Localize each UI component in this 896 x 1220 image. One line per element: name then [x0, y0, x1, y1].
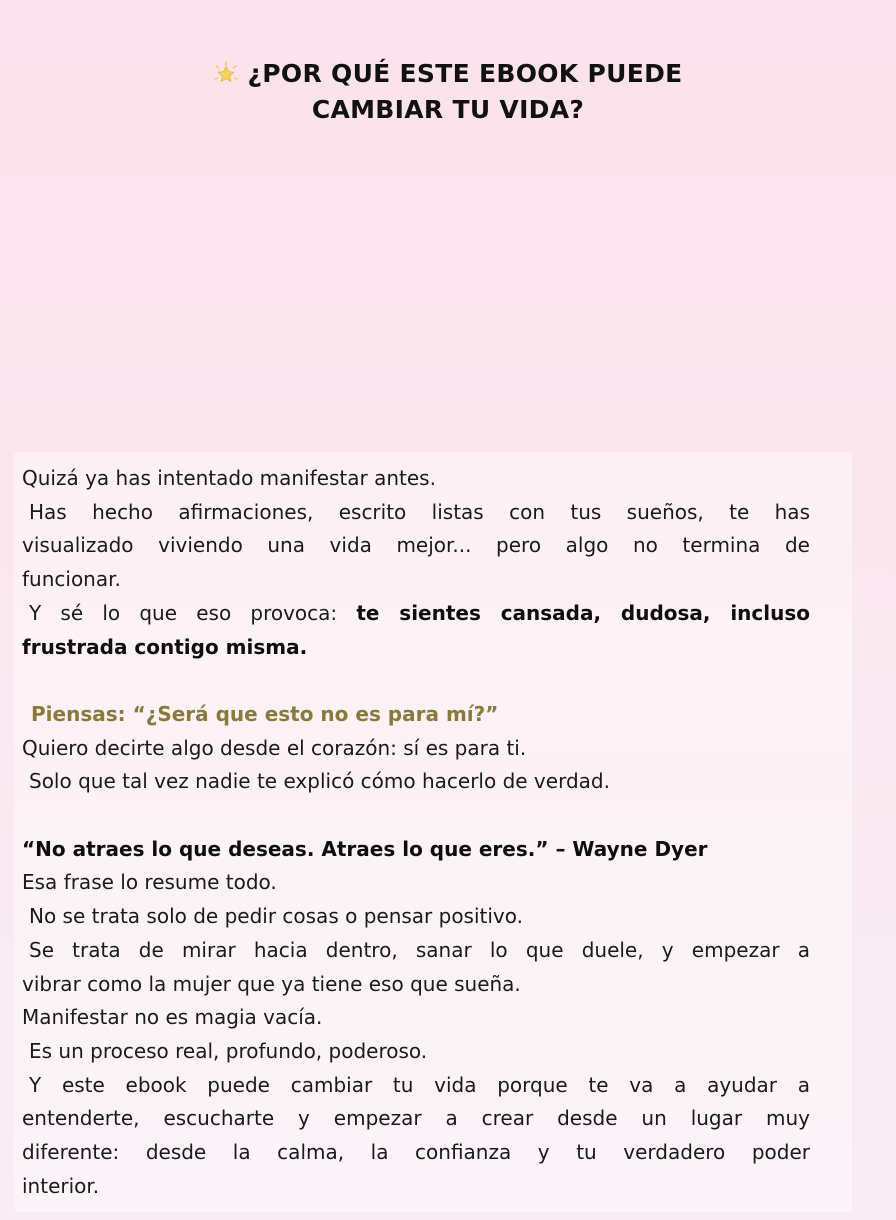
title-line-2: CAMBIAR TU VIDA? [311, 95, 585, 124]
paragraph-line: Es un proceso real, profundo, poderoso. [29, 1038, 428, 1063]
emphasis-text: te sientes cansada, dudosa, incluso [356, 600, 810, 625]
paragraph-line: funcionar. [22, 567, 121, 592]
paragraph-line: Manifestar no es magia vacía. [22, 1005, 323, 1030]
paragraph-line: Y este ebook puede cambiar tu vida porque te va a ayudar a [29, 1072, 810, 1097]
body-text [22, 462, 810, 1203]
paragraph-line: Se trata de mirar hacia dentro, sanar lo que duele, y empezar a [29, 937, 810, 962]
emphasis-line: frustrada contigo misma. [22, 634, 308, 659]
paragraph-gap [22, 799, 810, 833]
paragraph-line: interior. [22, 1173, 100, 1198]
paragraph-line: Quizá ya has intentado manifestar antes. [22, 466, 436, 490]
paragraph-line [22, 597, 810, 631]
paragraph-line: Quiero decirte algo desde el corazón: sí es para ti. [22, 735, 527, 760]
paragraph-line: Has hecho afirmaciones, escrito listas con tus sueños, te has [29, 499, 810, 524]
page-title [0, 56, 896, 128]
paragraph-text: Y sé lo que eso provoca: [29, 600, 357, 625]
title-line-1 [0, 56, 896, 92]
star-icon [213, 61, 239, 87]
paragraph-line: No se trata solo de pedir cosas o pensar positivo. [29, 904, 524, 929]
title-text-1: ¿POR QUÉ ESTE EBOOK PUEDE [247, 59, 683, 88]
paragraph-line: Solo que tal vez nadie te explicó cómo hacerlo de verdad. [29, 769, 610, 794]
paragraph-line: entenderte, escucharte y empezar a crear desde un lugar muy [22, 1106, 810, 1131]
highlight-question: Piensas: “¿Será que esto no es para mí?” [31, 701, 499, 726]
paragraph-gap [22, 664, 810, 698]
paragraph-line: diferente: desde la calma, la confianza y tu verdadero poder [22, 1140, 810, 1165]
paragraph-line: vibrar como la mujer que ya tiene eso que sueña. [22, 971, 521, 996]
quote-line: “No atraes lo que deseas. Atraes lo que eres.” – Wayne Dyer [22, 836, 708, 861]
paragraph-line: Esa frase lo resume todo. [22, 870, 277, 895]
paragraph-line: visualizado viviendo una vida mejor... pero algo no termina de [22, 533, 810, 558]
